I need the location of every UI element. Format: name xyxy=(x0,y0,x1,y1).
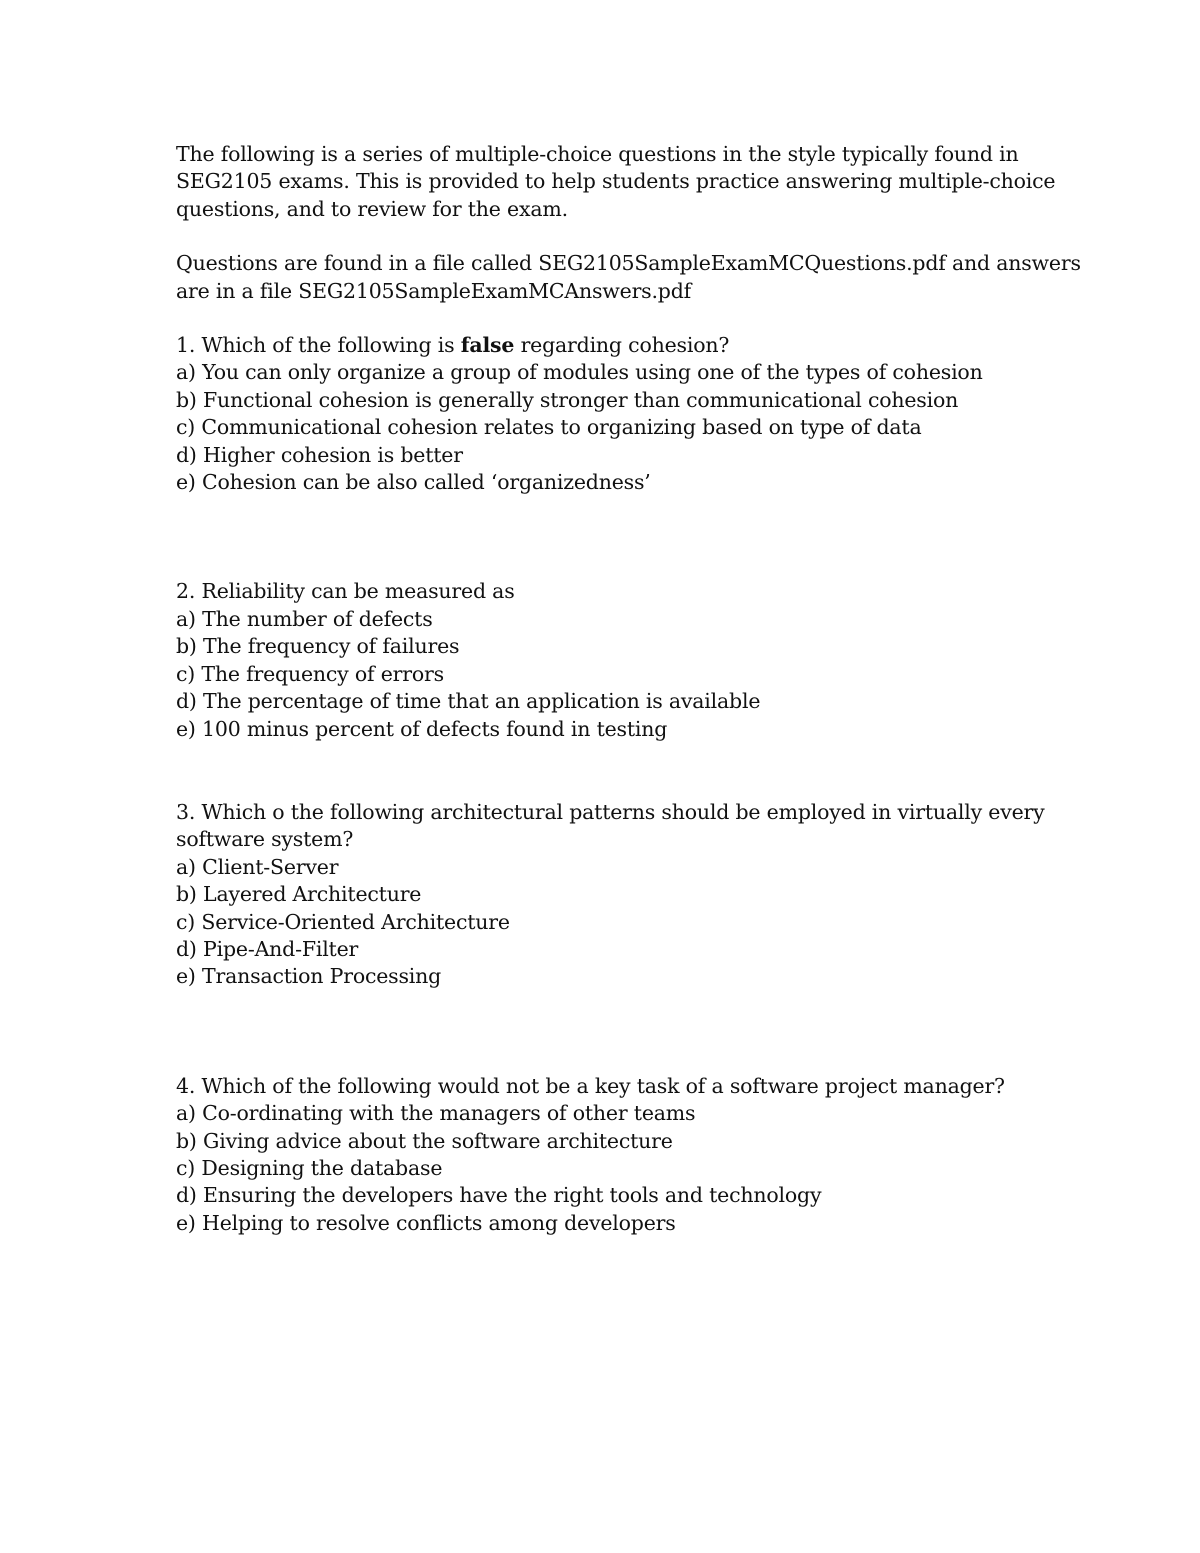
question-2 xyxy=(176,578,1036,742)
question-3 xyxy=(176,799,1045,991)
intro-line: SEG2105 exams. This is provided to help students practice answering multiple-choice xyxy=(176,169,1056,194)
answer-option: e) Cohesion can be also called ‘organizedness’ xyxy=(176,470,651,495)
question-stem-emphasis: false xyxy=(460,333,515,358)
files-note-paragraph xyxy=(176,250,1081,305)
question-4 xyxy=(176,1073,1036,1237)
question-1 xyxy=(176,332,1036,496)
question-stem-text: 1. Which of the following is xyxy=(176,333,461,358)
answer-option: e) Transaction Processing xyxy=(176,964,442,989)
question-stem: 2. Reliability can be measured as xyxy=(176,579,515,604)
question-stem: 3. Which o the following architectural patterns should be employed in virtually every xyxy=(176,799,1045,824)
answer-option: b) Layered Architecture xyxy=(176,882,422,907)
question-stem xyxy=(176,332,1036,359)
answer-option: b) Functional cohesion is generally stronger than communicational cohesion xyxy=(176,387,959,412)
answer-option: d) The percentage of time that an application is available xyxy=(176,689,761,714)
answer-option: c) Communicational cohesion relates to organizing based on type of data xyxy=(176,415,922,440)
intro-line: The following is a series of multiple-choice questions in the style typically found in xyxy=(176,142,1019,166)
question-stem-text: regarding cohesion? xyxy=(514,333,730,358)
answer-option: b) Giving advice about the software architecture xyxy=(176,1128,673,1153)
question-stem: software system? xyxy=(176,827,354,852)
files-note-line: are in a file SEG2105SampleExamMCAnswers.pdf xyxy=(176,278,692,303)
document-content xyxy=(176,141,1081,1237)
answer-option: a) The number of defects xyxy=(176,606,433,631)
answer-option: e) 100 minus percent of defects found in testing xyxy=(176,716,668,741)
files-note-line: Questions are found in a file called SEG2105SampleExamMCQuestions.pdf and answers xyxy=(176,251,1081,276)
answer-option: d) Ensuring the developers have the right tools and technology xyxy=(176,1183,822,1208)
answer-option: c) The frequency of errors xyxy=(176,661,444,686)
question-stem: 4. Which of the following would not be a key task of a software project manager? xyxy=(176,1073,1005,1098)
answer-option: a) Co-ordinating with the managers of other teams xyxy=(176,1101,696,1126)
answer-option: e) Helping to resolve conflicts among developers xyxy=(176,1210,676,1235)
answer-option: b) The frequency of failures xyxy=(176,634,460,659)
answer-option: a) You can only organize a group of modules using one of the types of cohesion xyxy=(176,360,983,385)
answer-option: d) Higher cohesion is better xyxy=(176,442,463,467)
answer-option: d) Pipe-And-Filter xyxy=(176,936,359,961)
answer-option: c) Designing the database xyxy=(176,1155,443,1180)
answer-option: c) Service-Oriented Architecture xyxy=(176,909,510,934)
answer-option: a) Client-Server xyxy=(176,854,339,879)
intro-paragraph xyxy=(176,141,1056,223)
intro-line: questions, and to review for the exam. xyxy=(176,196,568,221)
